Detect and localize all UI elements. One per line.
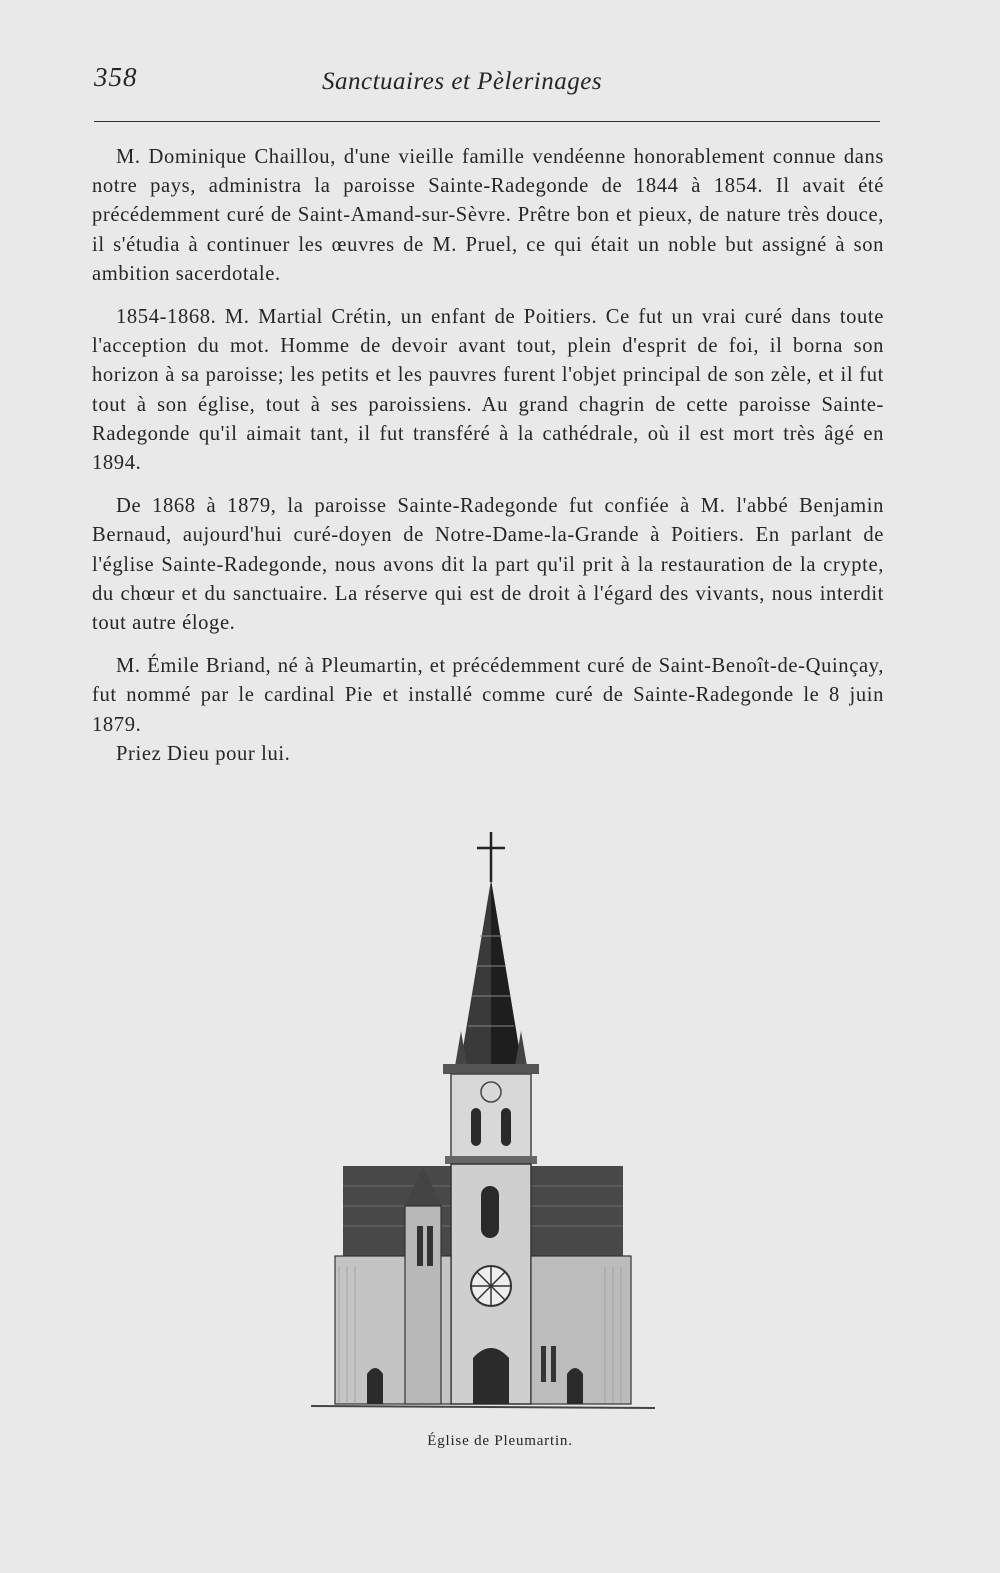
paragraph-cretin: 1854-1868. M. Martial Crétin, un enfant de Poitiers. Ce fut un vrai curé dans toute l'acception du mot. Homme de devoir avant tout, plein d'esprit de foi, il borna son horizon à sa paroisse; les petits et les pauvres furent l'objet principal de son zèle, et il fut tout à son église, tout à ses paroissiens. Au grand chagrin de cette paroisse Sainte-Radegonde qu'il aimait tant, il fut transféré à la cathédrale, où il est mort très âgé en 1894. xyxy=(92,306,884,475)
running-title: Sanctuaires et Pèlerinages xyxy=(322,68,603,95)
paragraph-bernaud: De 1868 à 1879, la paroisse Sainte-Radegonde fut confiée à M. l'abbé Benjamin Bernaud, aujourd'hui curé-doyen de Notre-Dame-la-Grande à Poitiers. En parlant de l'église Sainte-Radegonde, nous avons dit la part qu'il prit à la restauration de la crypte, du chœur et du sanctuaire. La réserve qui est de droit à l'égard des vivants, nous interdit tout autre éloge. xyxy=(92,495,884,635)
page-number: 358 xyxy=(94,62,138,92)
figure-caption: Église de Pleumartin. xyxy=(427,1433,573,1449)
body-text xyxy=(92,143,884,783)
paragraph-chaillou: M. Dominique Chaillou, d'une vieille famille vendéenne honorablement connue dans notre pays, administra la paroisse Sainte-Radegonde de 1844 à 1854. Il avait été précédemment curé de Saint-Amand-sur-Sèvre. Prêtre bon et pieux, de nature très douce, il s'étudia à continuer les œuvres de M. Pruel, ce qui était un noble but assigné à son ambition sacerdotale. xyxy=(92,146,884,285)
church-illustration xyxy=(305,826,665,1426)
closing-line: Priez Dieu pour lui. xyxy=(116,742,291,765)
paragraph-briand: M. Émile Briand, né à Pleumartin, et précédemment curé de Saint-Benoît-de-Quinçay, fut nommé par le cardinal Pie et installé comme curé de Sainte-Radegonde le 8 juin 1879. xyxy=(92,655,884,736)
cross-icon xyxy=(477,832,505,882)
main-door xyxy=(473,1348,509,1404)
header-rule xyxy=(94,121,880,122)
